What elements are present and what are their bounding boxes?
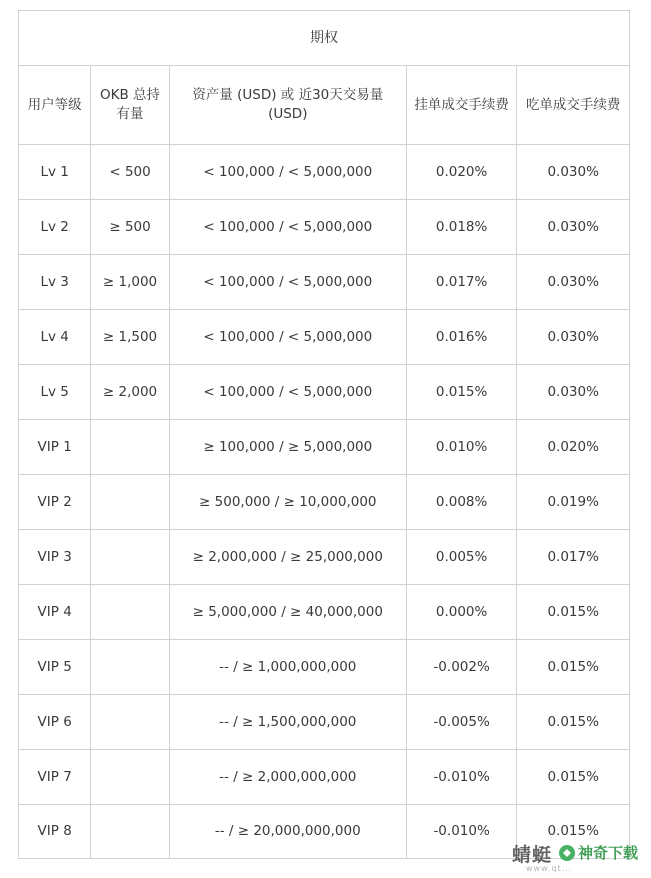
- cell-taker-fee: 0.015%: [517, 585, 630, 640]
- cell-asset-volume: ≥ 100,000 / ≥ 5,000,000: [169, 420, 406, 475]
- cell-taker-fee: 0.030%: [517, 200, 630, 255]
- table-body: [19, 145, 630, 859]
- watermark-brand-text: 神奇下载: [578, 844, 639, 862]
- cell-maker-fee: 0.018%: [406, 200, 517, 255]
- watermark-logo-icon: [558, 844, 576, 862]
- cell-maker-fee: 0.005%: [406, 530, 517, 585]
- cell-taker-fee: 0.015%: [517, 695, 630, 750]
- table-row: [19, 750, 630, 805]
- header-taker-fee: 吃单成交手续费: [517, 66, 630, 145]
- cell-taker-fee: 0.015%: [517, 750, 630, 805]
- fee-table: [18, 10, 630, 859]
- cell-okb-holdings: [91, 750, 169, 805]
- watermark-main-text: 蜻蜓: [512, 844, 553, 866]
- cell-taker-fee: 0.015%: [517, 640, 630, 695]
- cell-taker-fee: 0.030%: [517, 255, 630, 310]
- site-watermark: [506, 838, 646, 874]
- cell-user-level: Lv 2: [19, 200, 91, 255]
- table-row: [19, 365, 630, 420]
- cell-taker-fee: 0.030%: [517, 145, 630, 200]
- cell-taker-fee: 0.015%: [517, 805, 630, 859]
- table-row: [19, 530, 630, 585]
- cell-okb-holdings: < 500: [91, 145, 169, 200]
- header-maker-fee: 挂单成交手续费: [406, 66, 517, 145]
- cell-okb-holdings: [91, 695, 169, 750]
- header-user-level: 用户等级: [19, 66, 91, 145]
- cell-okb-holdings: ≥ 1,000: [91, 255, 169, 310]
- cell-taker-fee: 0.030%: [517, 310, 630, 365]
- header-asset-volume: 资产量 (USD) 或 近30天交易量 (USD): [169, 66, 406, 145]
- table-row: [19, 475, 630, 530]
- cell-taker-fee: 0.030%: [517, 365, 630, 420]
- cell-user-level: VIP 7: [19, 750, 91, 805]
- table-title: 期权: [19, 11, 630, 66]
- cell-taker-fee: 0.020%: [517, 420, 630, 475]
- cell-okb-holdings: [91, 640, 169, 695]
- cell-maker-fee: 0.017%: [406, 255, 517, 310]
- cell-user-level: VIP 4: [19, 585, 91, 640]
- cell-maker-fee: -0.005%: [406, 695, 517, 750]
- cell-asset-volume: < 100,000 / < 5,000,000: [169, 200, 406, 255]
- table-row: [19, 695, 630, 750]
- cell-user-level: VIP 1: [19, 420, 91, 475]
- cell-okb-holdings: [91, 585, 169, 640]
- table-row: [19, 585, 630, 640]
- cell-okb-holdings: [91, 475, 169, 530]
- cell-asset-volume: ≥ 5,000,000 / ≥ 40,000,000: [169, 585, 406, 640]
- cell-asset-volume: < 100,000 / < 5,000,000: [169, 310, 406, 365]
- table-row: [19, 310, 630, 365]
- cell-user-level: Lv 4: [19, 310, 91, 365]
- table-row: [19, 640, 630, 695]
- cell-user-level: Lv 5: [19, 365, 91, 420]
- cell-maker-fee: -0.010%: [406, 750, 517, 805]
- cell-maker-fee: 0.016%: [406, 310, 517, 365]
- cell-maker-fee: -0.010%: [406, 805, 517, 859]
- cell-user-level: VIP 2: [19, 475, 91, 530]
- cell-asset-volume: -- / ≥ 1,500,000,000: [169, 695, 406, 750]
- cell-okb-holdings: ≥ 1,500: [91, 310, 169, 365]
- cell-asset-volume: -- / ≥ 20,000,000,000: [169, 805, 406, 859]
- cell-asset-volume: ≥ 500,000 / ≥ 10,000,000: [169, 475, 406, 530]
- table-row: [19, 255, 630, 310]
- watermark-url-text: www.qt...: [526, 864, 573, 873]
- cell-asset-volume: < 100,000 / < 5,000,000: [169, 365, 406, 420]
- cell-okb-holdings: [91, 530, 169, 585]
- cell-user-level: VIP 5: [19, 640, 91, 695]
- cell-asset-volume: -- / ≥ 1,000,000,000: [169, 640, 406, 695]
- cell-asset-volume: < 100,000 / < 5,000,000: [169, 255, 406, 310]
- cell-asset-volume: -- / ≥ 2,000,000,000: [169, 750, 406, 805]
- cell-taker-fee: 0.017%: [517, 530, 630, 585]
- table-title-row: [19, 11, 630, 66]
- table-row: [19, 200, 630, 255]
- cell-user-level: VIP 3: [19, 530, 91, 585]
- cell-okb-holdings: ≥ 2,000: [91, 365, 169, 420]
- cell-okb-holdings: [91, 805, 169, 859]
- cell-user-level: Lv 1: [19, 145, 91, 200]
- cell-maker-fee: 0.020%: [406, 145, 517, 200]
- cell-asset-volume: ≥ 2,000,000 / ≥ 25,000,000: [169, 530, 406, 585]
- table-row: [19, 420, 630, 475]
- cell-okb-holdings: [91, 420, 169, 475]
- cell-maker-fee: 0.008%: [406, 475, 517, 530]
- cell-okb-holdings: ≥ 500: [91, 200, 169, 255]
- cell-asset-volume: < 100,000 / < 5,000,000: [169, 145, 406, 200]
- cell-maker-fee: 0.010%: [406, 420, 517, 475]
- cell-maker-fee: -0.002%: [406, 640, 517, 695]
- table-row: [19, 145, 630, 200]
- cell-user-level: VIP 8: [19, 805, 91, 859]
- cell-user-level: VIP 6: [19, 695, 91, 750]
- cell-user-level: Lv 3: [19, 255, 91, 310]
- cell-maker-fee: 0.015%: [406, 365, 517, 420]
- table-header-row: [19, 66, 630, 145]
- header-okb-holdings: OKB 总持有量: [91, 66, 169, 145]
- cell-taker-fee: 0.019%: [517, 475, 630, 530]
- cell-maker-fee: 0.000%: [406, 585, 517, 640]
